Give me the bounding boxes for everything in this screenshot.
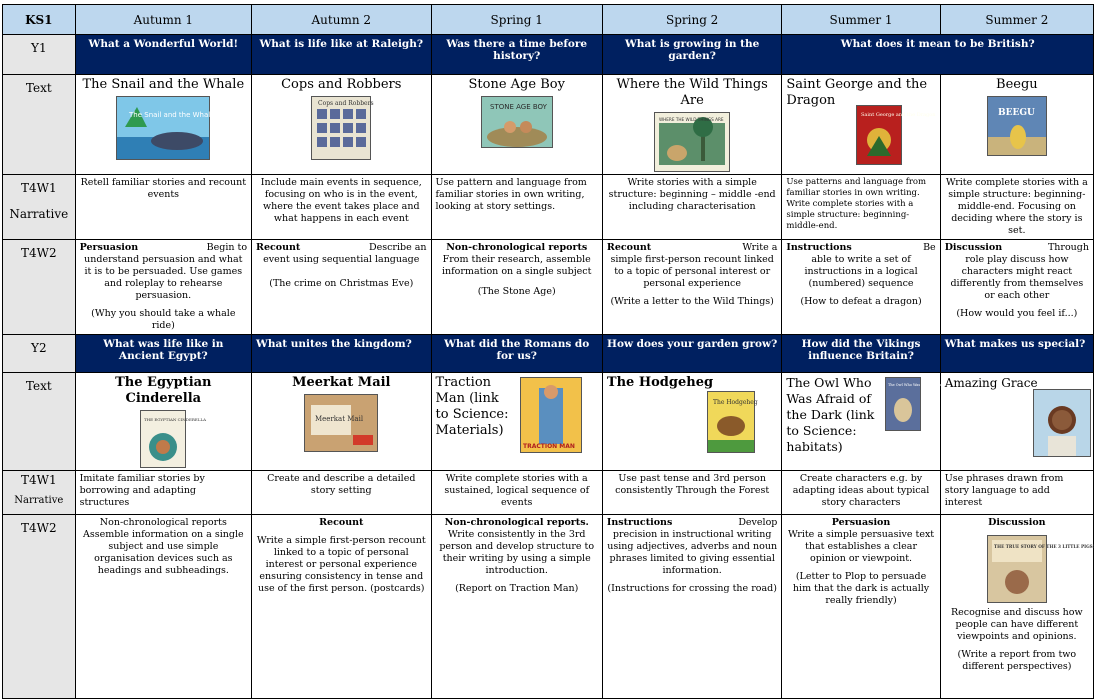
- book-cover-snail-whale: [116, 96, 215, 160]
- writing-type: Recount: [319, 517, 364, 528]
- writing-body: Recognise and discuss how people can have different viewpoints and opinions.: [951, 607, 1083, 642]
- writing-type: Non-chronological reports: [99, 517, 227, 528]
- cover-text: The Hodgeheg: [712, 399, 758, 406]
- cover-text: The Snail and the Whale: [129, 111, 215, 119]
- writing-body: role play discuss how characters might react differently from themselves or each other: [950, 254, 1084, 301]
- y2-text-cell: [75, 373, 251, 471]
- y2-theme: How did the Vikings influence Britain?: [782, 335, 940, 373]
- book-title: Cops and Robbers: [281, 77, 402, 92]
- y2-t4w1-cell: Create characters e.g. by adapting ideas about typical story characters: [782, 471, 940, 515]
- y1-t4w2-cell: [75, 240, 251, 335]
- writing-example: (Write a report from two different perspectives): [957, 649, 1077, 672]
- term-autumn1: Autumn 1: [75, 5, 251, 35]
- writing-body: precision in instructional writing using adjectives, adverbs and noun phrases limited to giving essential information.: [607, 529, 778, 576]
- ks1-curriculum-table: [2, 4, 1094, 699]
- y1-label: Y1: [3, 35, 76, 75]
- writing-type: Non-chronological reports: [446, 242, 588, 253]
- book-title: Saint George and the Dragon: [786, 77, 928, 108]
- writing-example: (The crime on Christmas Eve): [269, 278, 414, 289]
- y1-text-cell: [602, 75, 781, 175]
- cover-text: Cops and Robbers: [318, 100, 374, 107]
- ks1-header: KS1: [3, 5, 76, 35]
- y2-t4w1-cell: Write complete stories with a sustained, logical sequence of events: [431, 471, 602, 515]
- y2-t4w2-cell: [75, 515, 251, 699]
- y1-theme: What is growing in the garden?: [602, 35, 781, 75]
- cover-text: WHERE THE WILD THINGS ARE: [659, 117, 724, 122]
- y1-t4w1-cell: Include main events in sequence, focusing on who is in the event, where the event takes place and what happens in each event: [252, 175, 431, 240]
- y2-text-label: Text: [3, 373, 76, 471]
- y1-theme: What a Wonderful World!: [75, 35, 251, 75]
- y2-t4w2-label: T4W2: [3, 515, 76, 699]
- y1-t4w2-label: T4W2: [3, 240, 76, 335]
- book-cover-wild-things: [654, 112, 730, 172]
- writing-lead: Through: [1047, 242, 1089, 253]
- y2-label: Y2: [3, 335, 76, 373]
- writing-example: (The Stone Age): [477, 286, 556, 297]
- writing-example: (Instructions for crossing the road): [607, 583, 777, 594]
- cover-text: STONE AGE BOY: [489, 103, 547, 111]
- book-cover-egyptian-cinderella: [140, 410, 207, 468]
- y1-text-cell: [75, 75, 251, 175]
- writing-lead: Describe an: [368, 242, 427, 253]
- term-spring1: Spring 1: [431, 5, 602, 35]
- book-title: The Egyptian Cinderella: [115, 375, 212, 406]
- cover-text: THE EGYPTIAN CINDERELLA: [144, 417, 207, 422]
- y1-t4w2-cell: [602, 240, 781, 335]
- writing-lead: Be: [923, 242, 936, 253]
- book-cover-traction-man: [520, 377, 582, 453]
- book-title: The Snail and the Whale: [82, 77, 245, 92]
- y2-t4w1-cell: Use phrases drawn from story language to add interest: [940, 471, 1093, 515]
- writing-body: event using sequential language: [263, 254, 420, 265]
- y2-theme: What makes us special?: [940, 335, 1093, 373]
- y2-text-cell: [940, 373, 1093, 471]
- y2-t4w1-cell: Create and describe a detailed story setting: [252, 471, 431, 515]
- writing-lead: Begin to: [206, 242, 248, 253]
- writing-example: (Write a letter to the Wild Things): [610, 296, 774, 307]
- y2-text-cell: [782, 373, 954, 471]
- book-cover-meerkat-mail: [304, 394, 378, 452]
- book-cover-stone-age-boy: [481, 96, 553, 148]
- y1-theme: Was there a time before history?: [431, 35, 602, 75]
- writing-type: Persuasion: [831, 517, 891, 528]
- writing-body: simple first-person recount linked to a topic of personal interest or personal experience: [610, 254, 774, 289]
- writing-body: Write a simple first-person recount linked to a topic of personal interest or personal experience ensuring consistency in tense and use of the first person. (postcards): [256, 535, 426, 594]
- y1-t4w1-cell: Write stories with a simple structure: beginning – middle -end including characterisation: [602, 175, 781, 240]
- writing-lead: Develop: [738, 517, 778, 528]
- y1-t4w1-sub: Narrative: [9, 207, 69, 221]
- y1-t4w1-cell: Retell familiar stories and recount events: [75, 175, 251, 240]
- writing-lead: Write a: [742, 242, 778, 253]
- writing-type: Discussion: [944, 242, 1003, 253]
- writing-example: (How would you feel if...): [956, 308, 1078, 319]
- writing-body: Write consistently in the 3rd person and develop structure to their writing by using a simple introduction.: [439, 529, 595, 576]
- y2-t4w2-cell: [252, 515, 431, 699]
- y1-t4w1-label: T4W1: [20, 181, 57, 195]
- book-title: Stone Age Boy: [468, 77, 565, 92]
- y1-t4w2-cell: [782, 240, 940, 335]
- book-cover-amazing-grace: [1033, 389, 1091, 457]
- y1-theme: What does it mean to be British?: [782, 35, 1094, 75]
- y1-text-cell: [940, 75, 1093, 175]
- y2-t4w1-cell: Use past tense and 3rd person consistently Through the Forest: [602, 471, 781, 515]
- book-cover-hodgeheg: [707, 391, 758, 453]
- book-title: The Owl Who Was Afraid of the Dark (link to Science: habitats): [786, 375, 875, 454]
- writing-type: Non-chronological reports.: [444, 517, 589, 528]
- y1-text-cell: [431, 75, 602, 175]
- writing-example: (Report on Traction Man): [455, 583, 579, 594]
- y2-theme: What was life like in Ancient Egypt?: [75, 335, 251, 373]
- writing-body: Write a simple persuasive text that establishes a clear opinion or viewpoint.: [787, 529, 935, 564]
- y2-text-cell: [431, 373, 602, 471]
- y2-t4w1-sub: Narrative: [14, 495, 64, 506]
- book-title: Traction Man (link to Science: Materials): [435, 375, 509, 438]
- y2-t4w1-cell: Imitate familiar stories by borrowing and adapting structures: [75, 471, 251, 515]
- y1-text-cell: [252, 75, 431, 175]
- y2-theme: What unites the kingdom?: [252, 335, 431, 373]
- y1-theme: What is life like at Raleigh?: [252, 35, 431, 75]
- book-cover-saint-george: [856, 105, 936, 165]
- y1-text-label: Text: [3, 75, 76, 175]
- y2-t4w1-label: T4W1: [20, 473, 57, 487]
- book-cover-cops-robbers: [311, 96, 374, 160]
- book-title: Where the Wild Things Are: [616, 77, 768, 108]
- y1-t4w1-cell: Use patterns and language from familiar stories in own writing. Write complete stories with a simple structure: beginning-middle-end.: [782, 175, 940, 240]
- writing-body: From their research, assemble information on a single subject: [442, 254, 592, 277]
- y1-text-cell: [782, 75, 940, 175]
- writing-body: understand persuasion and what it is to be persuaded. Use games and roleplay to rehearse persuasion.: [84, 254, 243, 301]
- cover-text: TRACTION MAN: [522, 443, 575, 450]
- writing-example: (How to defeat a dragon): [800, 296, 922, 307]
- book-cover-owl: [885, 377, 954, 431]
- cover-text: Meerkat Mail: [315, 415, 364, 423]
- book-title: Amazing Grace: [944, 376, 1038, 390]
- y2-t4w2-cell: [940, 515, 1093, 699]
- writing-body: able to write a set of instructions in a logical (numbered) sequence: [804, 254, 918, 289]
- y1-t4w1-cell: Write complete stories with a simple structure: beginning-middle-end. Focusing on deciding where the story is set.: [940, 175, 1093, 240]
- y1-t4w2-cell: [431, 240, 602, 335]
- y1-t4w2-cell: [252, 240, 431, 335]
- y1-t4w2-cell: [940, 240, 1093, 335]
- cover-text: THE TRUE STORY OF THE 3 LITTLE PIGS!: [993, 544, 1095, 549]
- writing-type: Persuasion: [79, 242, 139, 253]
- y2-theme: What did the Romans do for us?: [431, 335, 602, 373]
- writing-type: Discussion: [988, 517, 1046, 528]
- cover-text: The Owl Who Was Afraid of the Dark: [888, 383, 954, 387]
- y2-t4w2-cell: [602, 515, 781, 699]
- y2-text-cell: [252, 373, 431, 471]
- cover-text: BEEGU: [997, 108, 1035, 118]
- term-summer1: Summer 1: [782, 5, 940, 35]
- book-cover-three-little-pigs: [987, 535, 1095, 603]
- term-autumn2: Autumn 2: [252, 5, 431, 35]
- y1-t4w1-cell: Use pattern and language from familiar stories in own writing, looking at story settings.: [431, 175, 602, 240]
- book-title: Meerkat Mail: [292, 375, 391, 390]
- y2-text-cell: [602, 373, 781, 471]
- writing-type: Instructions: [786, 242, 852, 253]
- writing-type: Recount: [256, 242, 301, 253]
- term-summer2: Summer 2: [940, 5, 1093, 35]
- writing-type: Recount: [606, 242, 652, 253]
- writing-example: (Why you should take a whale ride): [91, 308, 236, 331]
- writing-example: (Letter to Plop to persuade him that the dark is actually really friendly): [792, 571, 930, 606]
- writing-body: Assemble information on a single subject and use simple organisation devices such as headings and subheadings.: [83, 529, 244, 576]
- book-title: Beegu: [996, 77, 1038, 92]
- y2-t4w2-cell: [431, 515, 602, 699]
- writing-type: Instructions: [606, 517, 673, 528]
- cover-text: Saint George and the Dragon: [861, 112, 936, 118]
- y2-theme: How does your garden grow?: [602, 335, 781, 373]
- term-spring2: Spring 2: [602, 5, 781, 35]
- book-title: The Hodgeheg: [606, 375, 714, 390]
- book-cover-beegu: [987, 96, 1047, 156]
- y2-t4w2-cell: [782, 515, 940, 699]
